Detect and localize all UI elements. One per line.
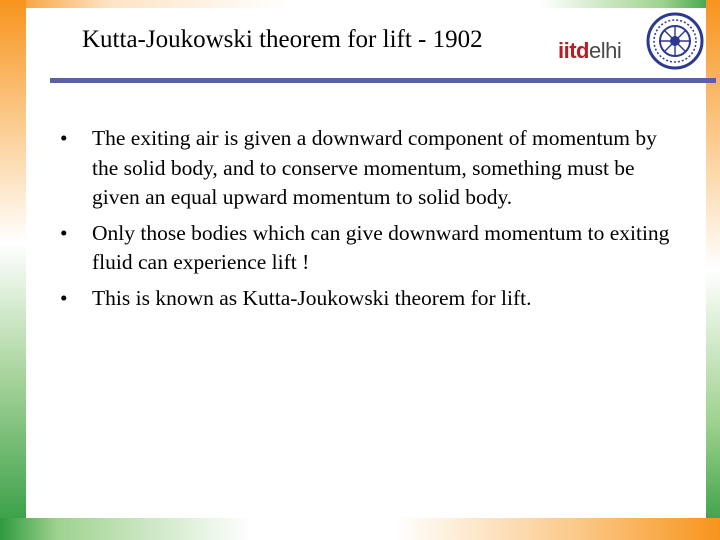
slide-title: Kutta-Joukowski theorem for lift - 1902 (82, 26, 483, 53)
frame-top-border (0, 0, 720, 8)
bullet-marker: • (60, 285, 68, 310)
bullet-marker: • (60, 220, 68, 245)
bullet-list (60, 124, 680, 319)
frame-bottom-border (0, 518, 720, 540)
iit-delhi-seal-icon (646, 12, 704, 70)
brand-suffix: elhi (589, 38, 622, 63)
bullet-marker: • (60, 126, 68, 150)
bullet-text: This is known as Kutta-Joukowski theorem for lift. (92, 285, 532, 310)
bullet-item (60, 124, 680, 213)
title-underline (50, 78, 716, 83)
bullet-text: Only those bodies which can give downward momentum to exiting fluid can experience lift ! (92, 220, 670, 274)
frame-left-border (0, 0, 26, 540)
bullet-text: The exiting air is given a downward component of momentum by the solid body, and to conserve momentum, something must be given an equal upward momentum to solid body. (92, 126, 657, 209)
brand-wordmark (558, 38, 621, 64)
bullet-item (60, 219, 680, 278)
brand-prefix: iitd (558, 38, 589, 63)
bullet-item (60, 284, 680, 314)
